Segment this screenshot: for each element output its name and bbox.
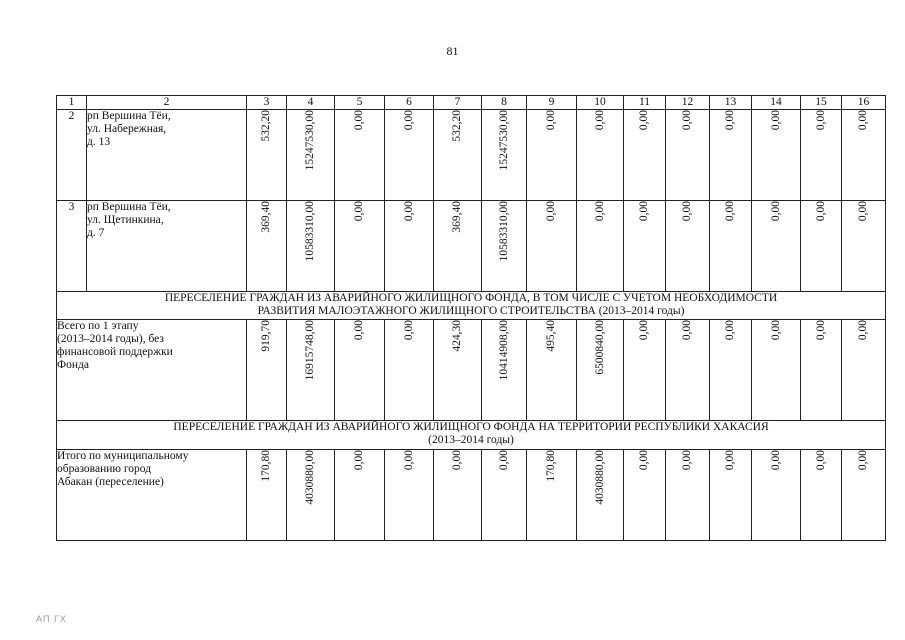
section-heading — [57, 421, 886, 450]
page-number: 81 — [446, 44, 459, 58]
value-cell — [482, 320, 527, 421]
value-cell — [577, 450, 624, 541]
value-cell — [710, 450, 752, 541]
value-cell — [577, 201, 624, 292]
value-text: 0,00 — [451, 450, 463, 471]
value-cell — [385, 110, 434, 201]
value-cell — [710, 320, 752, 421]
column-header: 12 — [666, 96, 710, 110]
column-header: 1 — [57, 96, 87, 110]
value-text: 0,00 — [814, 450, 827, 471]
value-text: 0,00 — [638, 450, 650, 471]
value-text: 0,00 — [681, 320, 693, 341]
column-header: 16 — [842, 96, 886, 110]
value-text: 0,00 — [402, 320, 415, 341]
address-line: рп Вершина Тёи, — [87, 110, 171, 122]
value-text: 0,00 — [402, 450, 415, 471]
value-cell — [247, 110, 287, 201]
address-line: д. 13 — [87, 136, 111, 148]
value-text: 0,00 — [545, 110, 557, 131]
value-cell — [527, 450, 577, 541]
value-cell — [287, 201, 335, 292]
value-text: 0,00 — [681, 201, 693, 222]
value-text: 424,30 — [451, 320, 463, 352]
value-cell — [247, 201, 287, 292]
value-text: 0,00 — [814, 110, 827, 131]
column-header-row — [57, 96, 886, 110]
value-cell — [434, 110, 482, 201]
value-cell — [842, 110, 886, 201]
total-label-line: Итого по муниципальному — [57, 450, 189, 462]
value-cell — [842, 320, 886, 421]
value-text: 4030880,00 — [304, 450, 316, 505]
value-cell — [624, 320, 666, 421]
total-label-line: Всего по 1 этапу — [57, 320, 139, 332]
value-cell — [247, 320, 287, 421]
row-number: 3 — [57, 201, 87, 292]
value-text: 10583310,00 — [304, 201, 316, 262]
value-text: 369,40 — [451, 201, 463, 233]
total-label-line: Фонда — [57, 359, 89, 371]
value-cell — [527, 201, 577, 292]
section-row — [57, 421, 886, 450]
total-label-line: финансовой поддержки — [57, 346, 173, 358]
column-header: 3 — [247, 96, 287, 110]
value-text: 0,00 — [545, 201, 557, 222]
value-cell — [385, 201, 434, 292]
section-row — [57, 292, 886, 320]
value-text: 0,00 — [353, 320, 365, 341]
value-text: 0,00 — [402, 110, 415, 131]
value-text: 0,00 — [353, 201, 365, 222]
table-row — [57, 450, 886, 541]
row-number: 2 — [57, 110, 87, 201]
section-heading-line: ПЕРЕСЕЛЕНИЕ ГРАЖДАН ИЗ АВАРИЙНОГО ЖИЛИЩНОГО ФОНДА, В ТОМ ЧИСЛЕ С УЧЕТОМ НЕОБХОДИМОСТИ — [164, 292, 778, 304]
value-text: 0,00 — [638, 201, 650, 222]
value-cell — [287, 110, 335, 201]
value-text: 0,00 — [353, 110, 365, 131]
total-label-line: образованию город — [57, 463, 152, 475]
value-text: 16915748,00 — [304, 320, 316, 381]
value-text: 0,00 — [857, 201, 869, 222]
value-cell — [801, 450, 842, 541]
value-text: 0,00 — [638, 110, 650, 131]
value-text: 0,00 — [814, 320, 827, 341]
value-cell — [434, 201, 482, 292]
value-text: 0,00 — [857, 450, 869, 471]
value-cell — [482, 201, 527, 292]
value-text: 0,00 — [402, 201, 415, 222]
section-heading-line: РАЗВИТИЯ МАЛОЭТАЖНОГО ЖИЛИЩНОГО СТРОИТЕЛЬСТВА (2013–2014 годы) — [257, 305, 685, 317]
value-text: 0,00 — [353, 450, 365, 471]
value-cell — [666, 110, 710, 201]
value-text: 0,00 — [593, 110, 606, 131]
column-header: 10 — [577, 96, 624, 110]
value-text: 0,00 — [857, 110, 869, 131]
total-label-line: (2013–2014 годы), без — [57, 333, 164, 345]
value-cell — [527, 110, 577, 201]
section-heading-line: (2013–2014 годы) — [428, 434, 514, 446]
value-cell — [434, 320, 482, 421]
value-text: 0,00 — [593, 201, 606, 222]
value-text: 15247530,00 — [304, 110, 316, 171]
table-row — [57, 320, 886, 421]
value-cell — [752, 110, 801, 201]
footer-mark: AП ГХ — [36, 614, 67, 624]
value-cell — [385, 450, 434, 541]
table-row — [57, 110, 886, 201]
address-line: рп Вершина Тёи, — [87, 201, 171, 213]
address-line: д. 7 — [87, 227, 105, 239]
value-text: 369,40 — [260, 201, 272, 233]
value-cell — [624, 110, 666, 201]
value-cell — [752, 320, 801, 421]
value-cell — [434, 450, 482, 541]
value-cell — [577, 110, 624, 201]
value-cell — [752, 450, 801, 541]
address-cell — [87, 201, 247, 292]
address-line: ул. Набережная, — [87, 123, 167, 135]
value-cell — [624, 450, 666, 541]
value-text: 532,20 — [260, 110, 272, 142]
value-text: 0,00 — [769, 450, 782, 471]
section-heading — [57, 292, 886, 320]
value-text: 15247530,00 — [497, 110, 510, 171]
column-header: 8 — [482, 96, 527, 110]
value-text: 0,00 — [724, 110, 736, 131]
value-text: 0,00 — [681, 450, 693, 471]
value-cell — [624, 201, 666, 292]
value-text: 0,00 — [638, 320, 650, 341]
value-cell — [482, 110, 527, 201]
column-header: 7 — [434, 96, 482, 110]
column-header: 4 — [287, 96, 335, 110]
value-cell — [842, 450, 886, 541]
value-text: 10583310,00 — [497, 201, 510, 262]
column-header: 6 — [385, 96, 434, 110]
value-text: 532,20 — [451, 110, 463, 142]
value-cell — [666, 201, 710, 292]
value-text: 0,00 — [769, 320, 782, 341]
data-table — [56, 95, 886, 541]
value-cell — [710, 201, 752, 292]
value-text: 0,00 — [814, 201, 827, 222]
value-text: 0,00 — [497, 450, 510, 471]
column-header: 5 — [335, 96, 385, 110]
column-header: 15 — [801, 96, 842, 110]
value-text: 0,00 — [724, 450, 736, 471]
value-cell — [335, 320, 385, 421]
value-cell — [752, 201, 801, 292]
value-text: 495,40 — [545, 320, 557, 352]
value-cell — [801, 110, 842, 201]
value-text: 0,00 — [857, 320, 869, 341]
column-header: 2 — [87, 96, 247, 110]
value-cell — [287, 450, 335, 541]
value-text: 170,80 — [545, 450, 557, 482]
value-text: 170,80 — [260, 450, 272, 482]
value-cell — [801, 201, 842, 292]
value-text: 4030880,00 — [593, 450, 606, 505]
column-header: 9 — [527, 96, 577, 110]
value-text: 0,00 — [769, 201, 782, 222]
value-text: 919,70 — [260, 320, 272, 352]
value-cell — [842, 201, 886, 292]
section-heading-line: ПЕРЕСЕЛЕНИЕ ГРАЖДАН ИЗ АВАРИЙНОГО ЖИЛИЩНОГО ФОНДА НА ТЕРРИТОРИИ РЕСПУБЛИКИ ХАКАСИЯ — [173, 421, 769, 433]
total-label-cell — [57, 450, 247, 541]
value-text: 0,00 — [681, 110, 693, 131]
value-text: 0,00 — [769, 110, 782, 131]
value-cell — [335, 201, 385, 292]
value-cell — [801, 320, 842, 421]
value-cell — [710, 110, 752, 201]
value-text: 0,00 — [724, 320, 736, 341]
total-label-line: Абакан (переселение) — [57, 476, 164, 488]
value-cell — [482, 450, 527, 541]
value-cell — [385, 320, 434, 421]
column-header: 14 — [752, 96, 801, 110]
column-header: 11 — [624, 96, 666, 110]
value-text: 10414908,00 — [497, 320, 510, 381]
address-line: ул. Щетинкина, — [87, 214, 164, 226]
value-cell — [577, 320, 624, 421]
value-cell — [247, 450, 287, 541]
value-cell — [335, 110, 385, 201]
value-cell — [335, 450, 385, 541]
value-text: 6500840,00 — [593, 320, 606, 375]
value-text: 0,00 — [724, 201, 736, 222]
value-cell — [666, 450, 710, 541]
table-row — [57, 201, 886, 292]
address-cell — [87, 110, 247, 201]
value-cell — [666, 320, 710, 421]
total-label-cell — [57, 320, 247, 421]
value-cell — [287, 320, 335, 421]
value-cell — [527, 320, 577, 421]
column-header: 13 — [710, 96, 752, 110]
